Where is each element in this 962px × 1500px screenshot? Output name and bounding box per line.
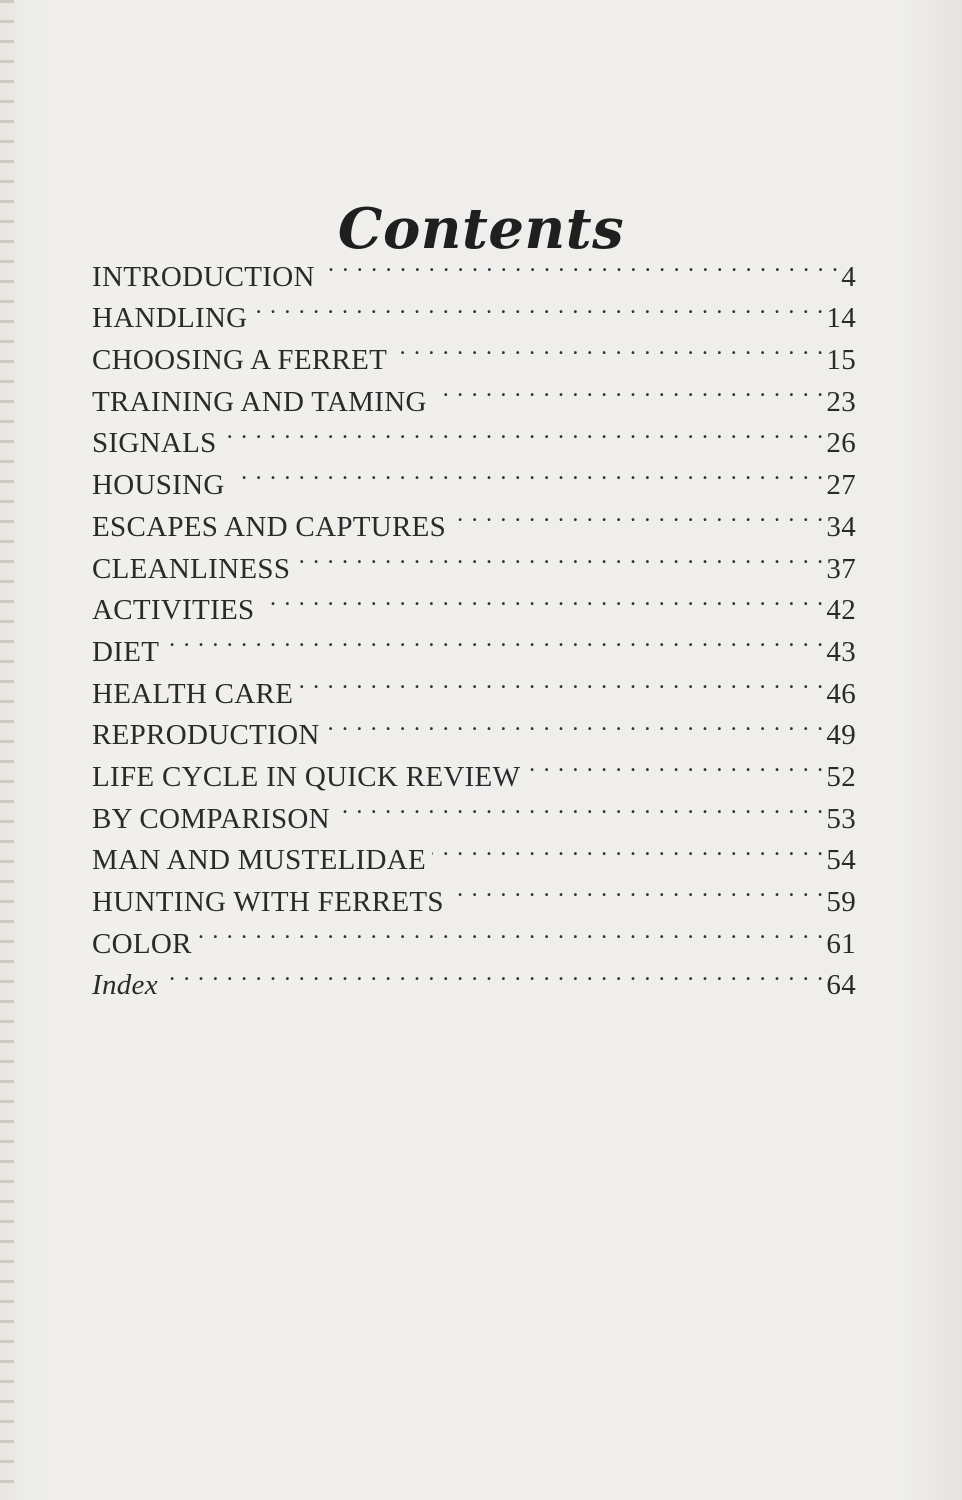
toc-entry-title: MAN AND MUSTELIDAE xyxy=(92,844,427,877)
dot-leader xyxy=(164,953,824,995)
toc-entry-page-number: 14 xyxy=(826,302,856,335)
toc-entry-title: BY COMPARISON xyxy=(92,802,330,835)
toc-entry-title: CLEANLINESS xyxy=(92,552,291,585)
toc-entry-page-number: 27 xyxy=(826,469,856,502)
toc-entry-page-number: 49 xyxy=(826,719,856,752)
toc-entry-page-number: 26 xyxy=(826,427,856,460)
toc-entry-title: HEALTH CARE xyxy=(92,677,294,710)
dot-leader xyxy=(321,244,840,286)
toc-entry-title: HOUSING xyxy=(92,469,225,502)
toc-entry-title: SIGNALS xyxy=(92,427,217,460)
dot-leader xyxy=(253,286,824,328)
toc-entry-page-number: 52 xyxy=(826,760,856,793)
toc-entry-title: Index xyxy=(92,969,158,1002)
dot-leader xyxy=(260,578,824,620)
dot-leader xyxy=(433,369,825,411)
toc-entry-page-number: 54 xyxy=(826,844,856,877)
toc-entry-page-number: 37 xyxy=(826,552,856,585)
toc-entry-title: ACTIVITIES xyxy=(92,594,255,627)
toc-entry-page-number: 64 xyxy=(826,969,856,1002)
dot-leader xyxy=(452,494,824,536)
dot-leader xyxy=(336,786,825,828)
dot-leader xyxy=(526,744,824,786)
toc-entry-title: TRAINING AND TAMING xyxy=(92,385,427,418)
dot-leader xyxy=(165,619,824,661)
toc-entry-page-number: 4 xyxy=(841,260,856,293)
toc-entry-title: HUNTING WITH FERRETS xyxy=(92,886,444,918)
toc-entry-page-number: 23 xyxy=(826,385,856,418)
dot-leader xyxy=(223,411,825,453)
toc-entry-page-number: 42 xyxy=(826,594,856,627)
toc-entry xyxy=(92,244,856,293)
toc-entry xyxy=(92,953,856,1002)
toc-entry-page-number: 53 xyxy=(826,802,856,835)
page-title: Contents xyxy=(337,195,625,262)
dot-leader xyxy=(198,911,825,953)
toc-entry-page-number: 61 xyxy=(826,927,856,960)
toc-entry-title: INTRODUCTION xyxy=(92,260,315,293)
toc-entry-title: HANDLING xyxy=(92,302,248,335)
toc-entry-title: DIET xyxy=(92,635,160,668)
toc-entry-page-number: 46 xyxy=(826,677,856,710)
table-of-contents xyxy=(92,244,856,1002)
toc-entry-title: CHOOSING A FERRET xyxy=(92,344,388,377)
toc-entry-title: LIFE CYCLE IN QUICK REVIEW xyxy=(92,760,521,793)
toc-entry xyxy=(92,911,856,960)
toc-entry-page-number: 59 xyxy=(826,886,856,918)
toc-entry-title: COLOR xyxy=(92,927,192,960)
dot-leader xyxy=(326,703,825,745)
toc-entry-page-number: 34 xyxy=(826,510,856,543)
toc-entry xyxy=(92,661,856,710)
toc-entry-page-number: 15 xyxy=(826,344,856,377)
toc-entry-title: REPRODUCTION xyxy=(92,719,320,752)
dot-leader xyxy=(299,661,824,703)
toc-entry-title: ESCAPES AND CAPTURES xyxy=(92,510,447,543)
dot-leader xyxy=(296,536,824,578)
toc-entry-page-number: 43 xyxy=(826,635,856,668)
toc-entry xyxy=(92,619,856,668)
dot-leader xyxy=(432,828,824,870)
dot-leader xyxy=(393,327,824,369)
dot-leader xyxy=(450,869,825,911)
dot-leader xyxy=(231,452,825,494)
